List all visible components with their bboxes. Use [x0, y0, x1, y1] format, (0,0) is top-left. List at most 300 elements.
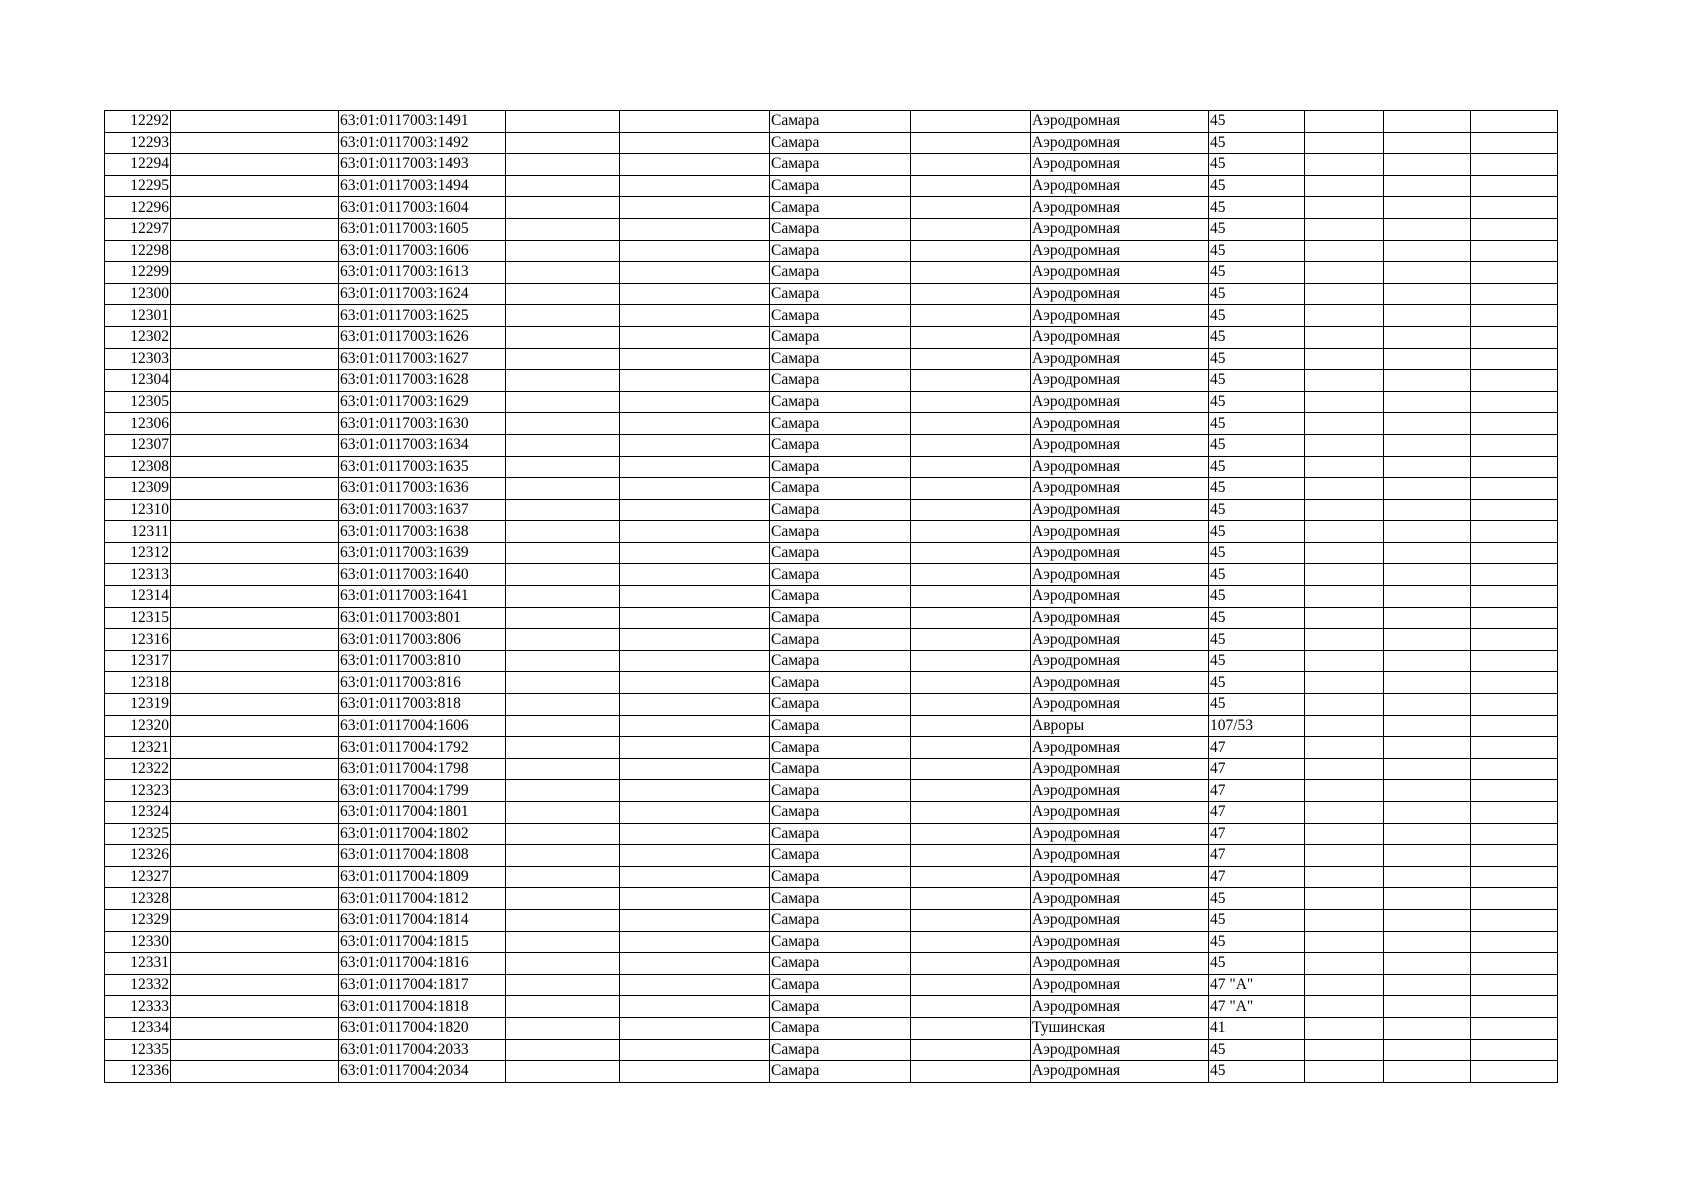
- row-number-cell: 12314: [105, 586, 171, 608]
- house-number-cell: 45: [1209, 305, 1305, 327]
- row-number-cell: 12328: [105, 888, 171, 910]
- empty-cell: [171, 672, 339, 694]
- empty-cell: [171, 240, 339, 262]
- empty-cell: [1384, 283, 1471, 305]
- empty-cell: [1471, 715, 1558, 737]
- empty-cell: [506, 197, 620, 219]
- empty-cell: [1384, 888, 1471, 910]
- house-number-cell: 45: [1209, 370, 1305, 392]
- street-cell: Аэродромная: [1031, 305, 1209, 327]
- city-cell: Самара: [770, 866, 911, 888]
- street-cell: Аэродромная: [1031, 974, 1209, 996]
- house-number-cell: 45: [1209, 694, 1305, 716]
- cadastral-number-cell: 63:01:0117003:1629: [339, 391, 506, 413]
- empty-cell: [911, 909, 1031, 931]
- city-cell: Самара: [770, 434, 911, 456]
- city-cell: Самара: [770, 283, 911, 305]
- empty-cell: [1305, 650, 1384, 672]
- empty-cell: [620, 370, 770, 392]
- cadastral-number-cell: 63:01:0117003:1493: [339, 154, 506, 176]
- empty-cell: [171, 931, 339, 953]
- empty-cell: [506, 715, 620, 737]
- street-cell: Аэродромная: [1031, 262, 1209, 284]
- empty-cell: [1471, 1039, 1558, 1061]
- street-cell: Аэродромная: [1031, 953, 1209, 975]
- empty-cell: [171, 607, 339, 629]
- table-row: [105, 737, 1558, 759]
- cadastral-number-cell: 63:01:0117003:1639: [339, 542, 506, 564]
- empty-cell: [1384, 413, 1471, 435]
- table-row: [105, 780, 1558, 802]
- empty-cell: [506, 154, 620, 176]
- empty-cell: [1384, 154, 1471, 176]
- city-cell: Самара: [770, 478, 911, 500]
- city-cell: Самара: [770, 111, 911, 133]
- table-row: [105, 434, 1558, 456]
- empty-cell: [1384, 326, 1471, 348]
- cadastral-number-cell: 63:01:0117003:1638: [339, 521, 506, 543]
- cadastral-number-cell: 63:01:0117004:2034: [339, 1061, 506, 1083]
- empty-cell: [506, 866, 620, 888]
- empty-cell: [620, 132, 770, 154]
- cadastral-number-cell: 63:01:0117003:1494: [339, 175, 506, 197]
- street-cell: Аэродромная: [1031, 996, 1209, 1018]
- empty-cell: [1384, 866, 1471, 888]
- empty-cell: [171, 564, 339, 586]
- city-cell: Самара: [770, 370, 911, 392]
- empty-cell: [1471, 434, 1558, 456]
- row-number-cell: 12333: [105, 996, 171, 1018]
- house-number-cell: 45: [1209, 283, 1305, 305]
- city-cell: Самара: [770, 672, 911, 694]
- empty-cell: [1471, 391, 1558, 413]
- table-row: [105, 283, 1558, 305]
- row-number-cell: 12297: [105, 218, 171, 240]
- row-number-cell: 12322: [105, 758, 171, 780]
- row-number-cell: 12330: [105, 931, 171, 953]
- table-row: [105, 996, 1558, 1018]
- empty-cell: [171, 175, 339, 197]
- row-number-cell: 12329: [105, 909, 171, 931]
- empty-cell: [506, 737, 620, 759]
- empty-cell: [911, 478, 1031, 500]
- empty-cell: [911, 1017, 1031, 1039]
- empty-cell: [1384, 348, 1471, 370]
- empty-cell: [1384, 953, 1471, 975]
- house-number-cell: 45: [1209, 111, 1305, 133]
- empty-cell: [620, 823, 770, 845]
- house-number-cell: 45: [1209, 478, 1305, 500]
- empty-cell: [1305, 478, 1384, 500]
- cadastral-number-cell: 63:01:0117004:1801: [339, 802, 506, 824]
- empty-cell: [171, 197, 339, 219]
- cadastral-number-cell: 63:01:0117003:1630: [339, 413, 506, 435]
- house-number-cell: 45: [1209, 672, 1305, 694]
- street-cell: Аэродромная: [1031, 802, 1209, 824]
- empty-cell: [620, 737, 770, 759]
- street-cell: Аэродромная: [1031, 866, 1209, 888]
- row-number-cell: 12294: [105, 154, 171, 176]
- empty-cell: [1384, 694, 1471, 716]
- empty-cell: [171, 694, 339, 716]
- empty-cell: [1384, 974, 1471, 996]
- empty-cell: [620, 953, 770, 975]
- city-cell: Самара: [770, 931, 911, 953]
- empty-cell: [620, 845, 770, 867]
- empty-cell: [620, 499, 770, 521]
- empty-cell: [506, 607, 620, 629]
- house-number-cell: 45: [1209, 542, 1305, 564]
- empty-cell: [1471, 521, 1558, 543]
- table-row: [105, 888, 1558, 910]
- empty-cell: [1471, 456, 1558, 478]
- empty-cell: [911, 218, 1031, 240]
- empty-cell: [506, 521, 620, 543]
- empty-cell: [1305, 953, 1384, 975]
- empty-cell: [620, 866, 770, 888]
- cadastral-number-cell: 63:01:0117003:1604: [339, 197, 506, 219]
- house-number-cell: 45: [1209, 434, 1305, 456]
- city-cell: Самара: [770, 197, 911, 219]
- empty-cell: [1305, 845, 1384, 867]
- city-cell: Самара: [770, 953, 911, 975]
- house-number-cell: 45: [1209, 326, 1305, 348]
- street-cell: Аэродромная: [1031, 521, 1209, 543]
- table-row: [105, 175, 1558, 197]
- row-number-cell: 12312: [105, 542, 171, 564]
- empty-cell: [171, 111, 339, 133]
- empty-cell: [171, 262, 339, 284]
- empty-cell: [1384, 499, 1471, 521]
- empty-cell: [506, 456, 620, 478]
- empty-cell: [911, 694, 1031, 716]
- empty-cell: [620, 780, 770, 802]
- empty-cell: [1305, 823, 1384, 845]
- empty-cell: [171, 629, 339, 651]
- empty-cell: [620, 564, 770, 586]
- empty-cell: [1471, 111, 1558, 133]
- street-cell: Аэродромная: [1031, 607, 1209, 629]
- empty-cell: [171, 586, 339, 608]
- empty-cell: [506, 931, 620, 953]
- empty-cell: [911, 262, 1031, 284]
- empty-cell: [171, 499, 339, 521]
- street-cell: Аэродромная: [1031, 391, 1209, 413]
- street-cell: Аэродромная: [1031, 326, 1209, 348]
- table-row: [105, 866, 1558, 888]
- row-number-cell: 12309: [105, 478, 171, 500]
- empty-cell: [171, 132, 339, 154]
- cadastral-number-cell: 63:01:0117004:1792: [339, 737, 506, 759]
- empty-cell: [1471, 326, 1558, 348]
- empty-cell: [1471, 218, 1558, 240]
- empty-cell: [1384, 132, 1471, 154]
- table-row: [105, 218, 1558, 240]
- street-cell: Аэродромная: [1031, 111, 1209, 133]
- empty-cell: [1305, 434, 1384, 456]
- empty-cell: [1471, 650, 1558, 672]
- empty-cell: [620, 629, 770, 651]
- empty-cell: [1384, 111, 1471, 133]
- empty-cell: [171, 283, 339, 305]
- empty-cell: [911, 758, 1031, 780]
- row-number-cell: 12332: [105, 974, 171, 996]
- empty-cell: [171, 974, 339, 996]
- city-cell: Самара: [770, 888, 911, 910]
- empty-cell: [1384, 218, 1471, 240]
- empty-cell: [1305, 499, 1384, 521]
- empty-cell: [911, 931, 1031, 953]
- empty-cell: [506, 370, 620, 392]
- city-cell: Самара: [770, 1039, 911, 1061]
- empty-cell: [620, 1061, 770, 1083]
- empty-cell: [911, 866, 1031, 888]
- city-cell: Самара: [770, 586, 911, 608]
- empty-cell: [620, 694, 770, 716]
- city-cell: Самара: [770, 629, 911, 651]
- row-number-cell: 12336: [105, 1061, 171, 1083]
- empty-cell: [1384, 715, 1471, 737]
- empty-cell: [171, 715, 339, 737]
- empty-cell: [506, 111, 620, 133]
- empty-cell: [506, 391, 620, 413]
- empty-cell: [1384, 564, 1471, 586]
- empty-cell: [911, 197, 1031, 219]
- city-cell: Самара: [770, 175, 911, 197]
- empty-cell: [911, 953, 1031, 975]
- table-row: [105, 521, 1558, 543]
- empty-cell: [1471, 542, 1558, 564]
- empty-cell: [506, 888, 620, 910]
- empty-cell: [1305, 1039, 1384, 1061]
- empty-cell: [1471, 780, 1558, 802]
- empty-cell: [1384, 909, 1471, 931]
- empty-cell: [1384, 996, 1471, 1018]
- row-number-cell: 12306: [105, 413, 171, 435]
- empty-cell: [1384, 780, 1471, 802]
- street-cell: Аэродромная: [1031, 478, 1209, 500]
- house-number-cell: 45: [1209, 175, 1305, 197]
- empty-cell: [1305, 931, 1384, 953]
- empty-cell: [171, 326, 339, 348]
- empty-cell: [1305, 758, 1384, 780]
- empty-cell: [506, 953, 620, 975]
- table-row: [105, 672, 1558, 694]
- city-cell: Самара: [770, 564, 911, 586]
- empty-cell: [506, 434, 620, 456]
- street-cell: Аэродромная: [1031, 672, 1209, 694]
- house-number-cell: 45: [1209, 262, 1305, 284]
- city-cell: Самара: [770, 780, 911, 802]
- empty-cell: [1384, 607, 1471, 629]
- empty-cell: [1305, 154, 1384, 176]
- empty-cell: [1471, 672, 1558, 694]
- empty-cell: [911, 521, 1031, 543]
- empty-cell: [1471, 1061, 1558, 1083]
- cadastral-number-cell: 63:01:0117004:1812: [339, 888, 506, 910]
- empty-cell: [620, 715, 770, 737]
- empty-cell: [1471, 888, 1558, 910]
- empty-cell: [1471, 283, 1558, 305]
- empty-cell: [1384, 305, 1471, 327]
- table-row: [105, 1061, 1558, 1083]
- empty-cell: [171, 737, 339, 759]
- empty-cell: [171, 650, 339, 672]
- empty-cell: [171, 953, 339, 975]
- empty-cell: [1471, 758, 1558, 780]
- row-number-cell: 12323: [105, 780, 171, 802]
- empty-cell: [1384, 737, 1471, 759]
- city-cell: Самара: [770, 154, 911, 176]
- house-number-cell: 45: [1209, 132, 1305, 154]
- empty-cell: [506, 413, 620, 435]
- table-row: [105, 974, 1558, 996]
- empty-cell: [1471, 629, 1558, 651]
- empty-cell: [171, 305, 339, 327]
- street-cell: Аэродромная: [1031, 218, 1209, 240]
- row-number-cell: 12318: [105, 672, 171, 694]
- empty-cell: [1305, 564, 1384, 586]
- empty-cell: [1471, 953, 1558, 975]
- house-number-cell: 45: [1209, 564, 1305, 586]
- empty-cell: [911, 1039, 1031, 1061]
- empty-cell: [911, 434, 1031, 456]
- empty-cell: [1471, 305, 1558, 327]
- house-number-cell: 45: [1209, 391, 1305, 413]
- table-row: [105, 197, 1558, 219]
- empty-cell: [171, 434, 339, 456]
- empty-cell: [620, 391, 770, 413]
- row-number-cell: 12298: [105, 240, 171, 262]
- empty-cell: [506, 305, 620, 327]
- empty-cell: [1471, 499, 1558, 521]
- city-cell: Самара: [770, 262, 911, 284]
- empty-cell: [620, 197, 770, 219]
- empty-cell: [1384, 1039, 1471, 1061]
- empty-cell: [1471, 909, 1558, 931]
- house-number-cell: 47: [1209, 737, 1305, 759]
- empty-cell: [1384, 391, 1471, 413]
- city-cell: Самара: [770, 737, 911, 759]
- row-number-cell: 12307: [105, 434, 171, 456]
- empty-cell: [620, 586, 770, 608]
- city-cell: Самара: [770, 326, 911, 348]
- cadastral-number-cell: 63:01:0117003:810: [339, 650, 506, 672]
- cadastral-number-cell: 63:01:0117004:2033: [339, 1039, 506, 1061]
- street-cell: Аэродромная: [1031, 909, 1209, 931]
- cadastral-number-cell: 63:01:0117003:1636: [339, 478, 506, 500]
- city-cell: Самара: [770, 845, 911, 867]
- table-row: [105, 370, 1558, 392]
- empty-cell: [1305, 780, 1384, 802]
- empty-cell: [620, 175, 770, 197]
- empty-cell: [620, 758, 770, 780]
- empty-cell: [911, 650, 1031, 672]
- house-number-cell: 45: [1209, 953, 1305, 975]
- cadastral-number-cell: 63:01:0117003:1605: [339, 218, 506, 240]
- empty-cell: [911, 780, 1031, 802]
- cadastral-number-cell: 63:01:0117003:1606: [339, 240, 506, 262]
- empty-cell: [1305, 586, 1384, 608]
- empty-cell: [506, 974, 620, 996]
- empty-cell: [171, 478, 339, 500]
- city-cell: Самара: [770, 456, 911, 478]
- city-cell: Самара: [770, 823, 911, 845]
- empty-cell: [620, 305, 770, 327]
- empty-cell: [1471, 478, 1558, 500]
- empty-cell: [506, 283, 620, 305]
- empty-cell: [1471, 413, 1558, 435]
- street-cell: Аэродромная: [1031, 586, 1209, 608]
- empty-cell: [620, 931, 770, 953]
- cadastral-number-cell: 63:01:0117004:1802: [339, 823, 506, 845]
- empty-cell: [911, 240, 1031, 262]
- empty-cell: [1305, 909, 1384, 931]
- empty-cell: [171, 996, 339, 1018]
- empty-cell: [1384, 823, 1471, 845]
- city-cell: Самара: [770, 1061, 911, 1083]
- row-number-cell: 12300: [105, 283, 171, 305]
- empty-cell: [1305, 391, 1384, 413]
- empty-cell: [1305, 326, 1384, 348]
- street-cell: Аэродромная: [1031, 175, 1209, 197]
- street-cell: Аэродромная: [1031, 434, 1209, 456]
- empty-cell: [1305, 996, 1384, 1018]
- row-number-cell: 12305: [105, 391, 171, 413]
- empty-cell: [1384, 650, 1471, 672]
- empty-cell: [620, 348, 770, 370]
- cadastral-number-cell: 63:01:0117004:1809: [339, 866, 506, 888]
- street-cell: Аэродромная: [1031, 499, 1209, 521]
- table-row: [105, 499, 1558, 521]
- street-cell: Аэродромная: [1031, 694, 1209, 716]
- table-row: [105, 240, 1558, 262]
- empty-cell: [171, 542, 339, 564]
- empty-cell: [911, 499, 1031, 521]
- empty-cell: [171, 909, 339, 931]
- empty-cell: [1305, 283, 1384, 305]
- cadastral-number-cell: 63:01:0117003:1627: [339, 348, 506, 370]
- city-cell: Самара: [770, 909, 911, 931]
- cadastral-number-cell: 63:01:0117004:1816: [339, 953, 506, 975]
- empty-cell: [171, 866, 339, 888]
- row-number-cell: 12315: [105, 607, 171, 629]
- empty-cell: [1384, 845, 1471, 867]
- house-number-cell: 41: [1209, 1017, 1305, 1039]
- row-number-cell: 12335: [105, 1039, 171, 1061]
- empty-cell: [171, 1017, 339, 1039]
- empty-cell: [1384, 802, 1471, 824]
- table-row: [105, 909, 1558, 931]
- empty-cell: [506, 650, 620, 672]
- house-number-cell: 47: [1209, 845, 1305, 867]
- empty-cell: [620, 1017, 770, 1039]
- empty-cell: [911, 154, 1031, 176]
- empty-cell: [171, 370, 339, 392]
- empty-cell: [620, 996, 770, 1018]
- empty-cell: [620, 1039, 770, 1061]
- empty-cell: [1384, 240, 1471, 262]
- empty-cell: [1305, 607, 1384, 629]
- empty-cell: [1305, 262, 1384, 284]
- city-cell: Самара: [770, 650, 911, 672]
- house-number-cell: 45: [1209, 348, 1305, 370]
- table-row: [105, 758, 1558, 780]
- street-cell: Тушинская: [1031, 1017, 1209, 1039]
- cadastral-number-cell: 63:01:0117003:801: [339, 607, 506, 629]
- table-row: [105, 262, 1558, 284]
- cadastral-number-cell: 63:01:0117004:1808: [339, 845, 506, 867]
